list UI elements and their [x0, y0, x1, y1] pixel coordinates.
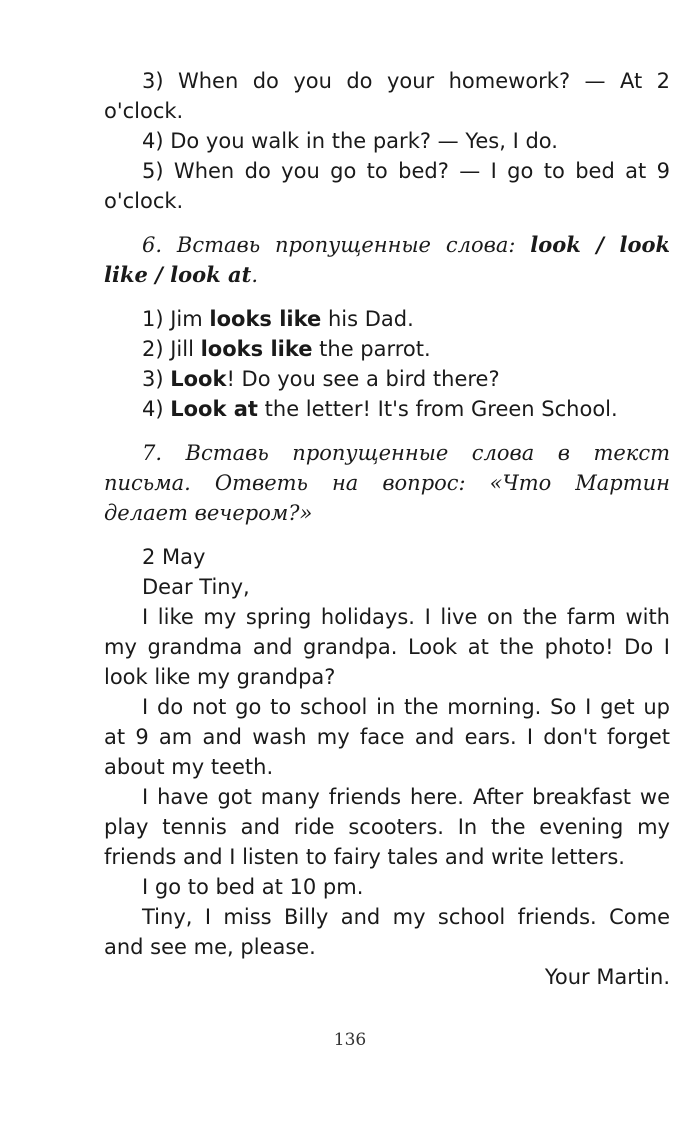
letter-greeting: Dear Tiny, [142, 575, 250, 599]
letter-paragraph: Tiny, I miss Billy and my school friends. Come and see me, please. [104, 905, 670, 959]
letter-date: 2 May [142, 545, 206, 569]
page-content [104, 66, 670, 992]
answer-3: 3) When do you do your homework? — At 2 o'clock. [104, 69, 670, 123]
page-number: 136 [333, 1030, 367, 1050]
letter-paragraph: I have got many friends here. After breakfast we play tennis and ride scooters. In the evening my friends and I listen to fairy tales and write letters. [104, 785, 670, 869]
exercise-6-heading: 6. Вставь пропущенные слова: look / look like / look at. [104, 232, 671, 287]
letter-paragraph: I do not go to school in the morning. So I get up at 9 am and wash my face and ears. I don't forget about my teeth. [104, 695, 670, 779]
ex6-item-2: 2) Jill looks like the parrot. [142, 337, 431, 361]
letter-paragraph: I like my spring holidays. I live on the farm with my grandma and grandpa. Look at the photo! Do I look like my grandpa? [104, 605, 670, 689]
exercise-7-heading: 7. Вставь пропущенные слова в текст письма. Ответь на вопрос: «Что Мартин делает вечером?» [104, 441, 670, 525]
answer-5: 5) When do you go to bed? — I go to bed at 9 o'clock. [104, 159, 670, 213]
letter-paragraph: I go to bed at 10 pm. [142, 875, 364, 899]
exercise-6-words: look / look like / look at [104, 232, 671, 287]
answer-4: 4) Do you walk in the park? — Yes, I do. [142, 129, 558, 153]
ex6-item-3: 3) Look! Do you see a bird there? [142, 367, 500, 391]
ex6-item-4: 4) Look at the letter! It's from Green School. [142, 397, 618, 421]
ex6-item-1: 1) Jim looks like his Dad. [142, 307, 414, 331]
letter-signature: Your Martin. [544, 965, 670, 989]
